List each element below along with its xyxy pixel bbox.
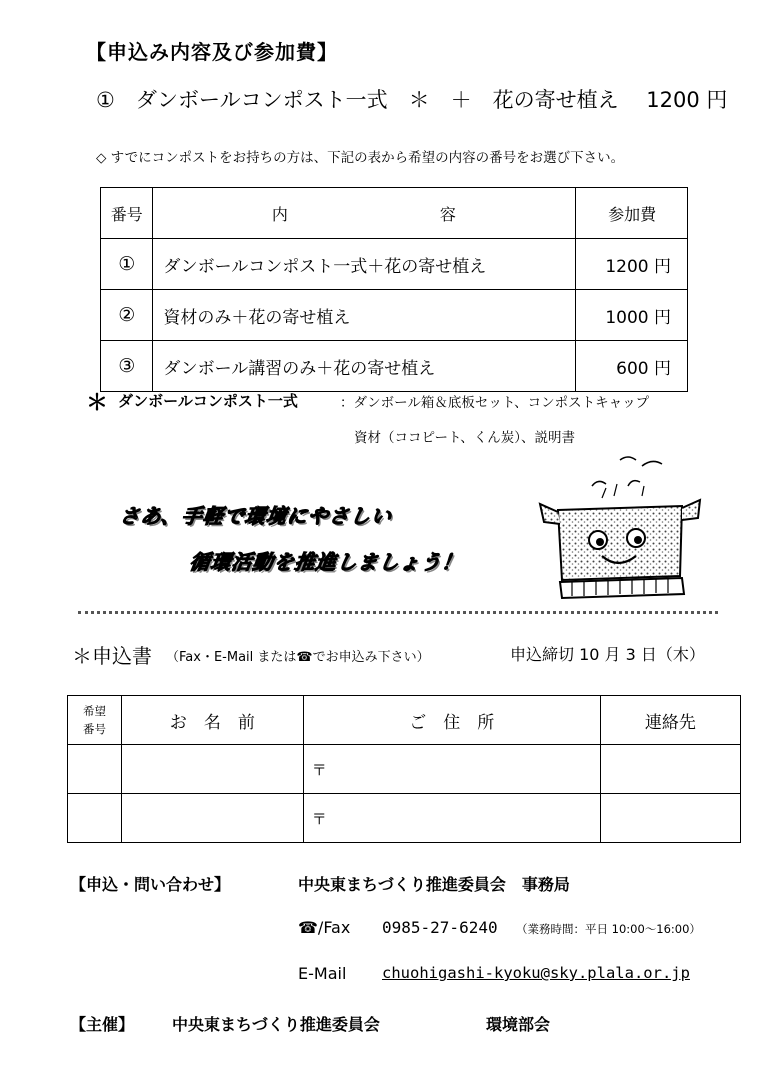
header-name: お 名 前 [122,696,304,745]
name-field[interactable] [122,794,304,843]
table-row [68,794,741,843]
row-description: ダンボールコンポスト一式＋花の寄せ植え [153,239,576,290]
desired-number-field[interactable] [68,794,122,843]
main-offer: ① ダンボールコンポスト一式 ＊ ＋ 花の寄せ植え 1200 円 [96,88,728,112]
phone-label: ☎/Fax [298,918,351,937]
header-number: 番号 [101,188,153,239]
row-number: ② [101,290,153,341]
header-content: 内 容 [153,188,576,239]
footnote-line1: ：ダンボール箱＆底板セット、コンポストキャップ [340,395,650,411]
contact-field[interactable] [600,745,740,794]
address-field[interactable] [303,794,600,843]
footnote-mark: ＊ [86,391,109,416]
application-title: ＊申込書 [72,644,152,668]
contact-field[interactable] [600,794,740,843]
desired-number-field[interactable] [68,745,122,794]
header-desired-line1: 希望 [83,704,107,718]
cut-line [78,611,718,614]
application-subtitle: （Fax・E-Mail または☎でお申込み下さい） [166,650,430,665]
row-fee: 600 円 [576,341,688,392]
fee-table [100,187,688,392]
header-contact: 連絡先 [600,696,740,745]
row-description: 資材のみ＋花の寄せ植え [153,290,576,341]
sponsor-dept: 環境部会 [486,1015,551,1034]
header-address: ご 住 所 [303,696,600,745]
row-number: ① [101,239,153,290]
postal-mark: 〒 [311,760,327,779]
table-row [101,239,688,290]
row-fee: 1200 円 [576,239,688,290]
phone-number[interactable]: 0985-27-6240 [382,918,498,937]
footnote-label: ダンボールコンポスト一式 [118,392,298,410]
row-number: ③ [101,341,153,392]
email-link[interactable]: chuohigashi-kyoku@sky.plala.or.jp [382,964,690,982]
fee-table-header [101,188,688,239]
contact-label: 【申込・問い合わせ】 [70,875,231,894]
table-row [101,290,688,341]
application-deadline: 申込締切 10 月 3 日（木） [510,645,705,664]
postal-mark: 〒 [311,809,327,828]
footnote-line2: 資材（ココピート、くん炭）、説明書 [354,430,575,446]
row-description: ダンボール講習のみ＋花の寄せ植え [153,341,576,392]
sponsor-org: 中央東まちづくり推進委員会 [172,1015,380,1034]
contact-org: 中央東まちづくり推進委員会 事務局 [298,875,570,894]
slogan-line2: 循環活動を推進しましょう！ [188,550,465,574]
compost-box-illustration [532,452,712,612]
name-field[interactable] [122,745,304,794]
row-fee: 1000 円 [576,290,688,341]
application-form [67,695,741,843]
header-desired-number [68,696,122,745]
header-desired-line2: 番号 [83,722,107,736]
slogan-line1: さあ、手軽で環境にやさしい [118,504,394,528]
table-row [101,341,688,392]
notice-text: ◇ すでにコンポストをお持ちの方は、下記の表から希望の内容の番号をお選び下さい。 [96,150,625,166]
business-hours: （業務時間：平日 10:00～16:00） [516,922,701,936]
email-label: E-Mail [298,964,347,983]
section-title: 【申込み内容及び参加費】 [86,40,338,64]
address-field[interactable] [303,745,600,794]
sponsor-label: 【主催】 [70,1015,135,1034]
table-row [68,745,741,794]
application-form-header [68,696,741,745]
header-fee: 参加費 [576,188,688,239]
